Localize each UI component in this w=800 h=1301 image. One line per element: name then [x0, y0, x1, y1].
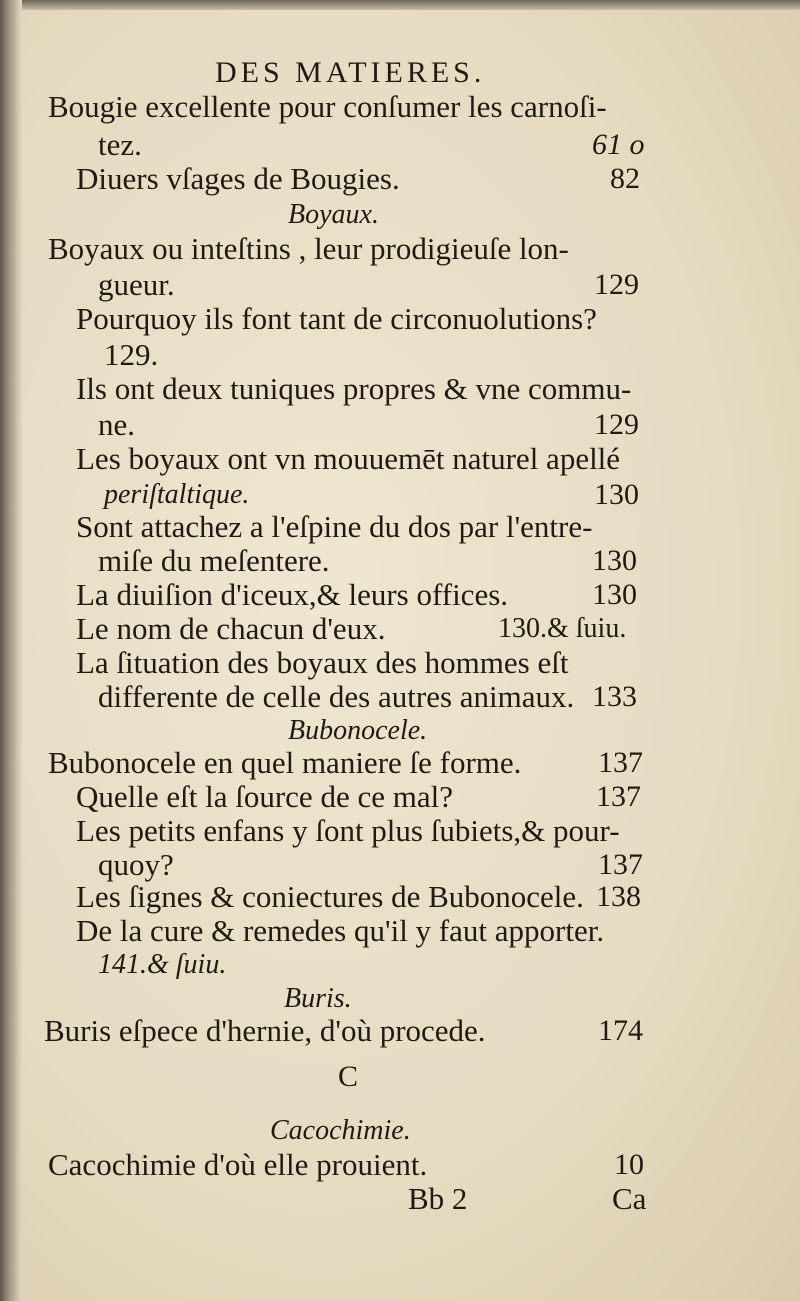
page-number: 174 — [598, 1014, 643, 1047]
index-entry-line: differente de celle des autres animaux. — [98, 679, 575, 714]
index-entry-line: gueur. — [98, 267, 175, 302]
page-number: 130 — [592, 578, 637, 611]
index-entry-line: Diuers vſages de Bougies. — [76, 161, 400, 196]
index-entry-line: Buris eſpece d'hernie, d'où procede. — [44, 1013, 486, 1048]
book-spine-shadow — [0, 0, 22, 1301]
index-entry-line: Les boyaux ont vn mouuemēt naturel apellé — [76, 441, 621, 476]
page-top-edge — [0, 0, 800, 10]
signature-mark: Bb 2 — [408, 1181, 468, 1216]
page-number: 129 — [594, 268, 639, 301]
index-entry-line: Le nom de chacun d'eux. — [76, 611, 386, 646]
index-entry-line: tez. — [98, 127, 142, 162]
page-number: 61 o — [592, 128, 645, 161]
page-number: 10 — [614, 1148, 644, 1181]
letter-section-heading: C — [338, 1060, 359, 1093]
page-number: 129 — [594, 408, 639, 441]
index-entry-line: 129. — [104, 337, 159, 372]
index-entry-line: Quelle eſt la ſource de ce mal? — [76, 779, 453, 814]
section-heading: Boyaux. — [288, 199, 379, 230]
index-entry-line: Pourquoy ils font tant de circonuolutions? — [76, 301, 597, 336]
page-number: 137 — [598, 848, 643, 881]
page-number: 130 — [594, 478, 639, 511]
index-entry-line: Les ſignes & coniectures de Bubonocele. — [76, 879, 584, 914]
running-header: DES MATIERES. — [215, 56, 486, 89]
page-number: 82 — [610, 162, 640, 195]
index-entry-line: quoy? — [98, 847, 174, 882]
section-heading: Buris. — [284, 983, 352, 1014]
index-entry-line: 141.& ſuiu. — [98, 949, 227, 980]
page-number: 137 — [596, 780, 641, 813]
index-entry-line: ne. — [98, 407, 136, 442]
index-entry-line: Bubonocele en quel maniere ſe forme. — [48, 745, 522, 780]
section-heading: Cacochimie. — [270, 1115, 411, 1146]
index-entry-line: periſtaltique. — [104, 479, 250, 510]
page-number: 133 — [592, 680, 637, 713]
page-number: 130 — [592, 544, 637, 577]
catchword: Ca — [612, 1181, 647, 1216]
index-entry-line: Boyaux ou inteſtins , leur prodigieuſe lon- — [48, 231, 569, 266]
page-number: 138 — [596, 880, 641, 913]
page-number: 130.& ſuiu. — [498, 613, 627, 644]
index-entry-line: Cacochimie d'où elle prouient. — [48, 1147, 428, 1182]
index-entry-line: miſe du meſentere. — [98, 543, 330, 578]
index-entry-line: La ſituation des boyaux des hommes eſt — [76, 645, 569, 680]
index-entry-line: Bougie excellente pour conſumer les carnoſi- — [48, 89, 607, 124]
page-number: 137 — [598, 746, 643, 779]
index-entry-line: De la cure & remedes qu'il y faut apporter. — [76, 913, 605, 948]
index-entry-line: Sont attachez a l'eſpine du dos par l'entre- — [76, 509, 593, 544]
index-entry-line: Les petits enfans y ſont plus ſubiets,& pour- — [76, 813, 620, 848]
section-heading: Bubonocele. — [288, 715, 428, 746]
index-entry-line: La diuiſion d'iceux,& leurs offices. — [76, 577, 509, 612]
index-entry-line: Ils ont deux tuniques propres & vne commu- — [76, 371, 632, 406]
